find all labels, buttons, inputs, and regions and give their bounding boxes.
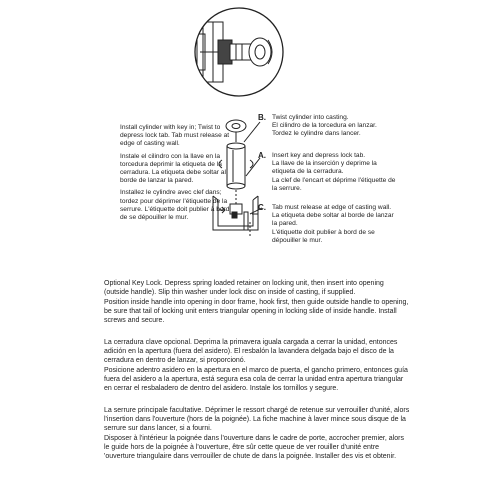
step-a-fr: La clef de l'encart et déprime l'étiquette de la serrure.	[272, 176, 396, 192]
es-paragraph-2: Posicione adentro asidero en la apertura en el marco de puerta, el gancho primero, entonces guía fuera del asidero a la apertura, está segura esa cola de cerrar la unidad entra apertura triangular en cerrar el resbaladero de dentro del asidero. Instale los tornillos y segure.	[104, 367, 408, 392]
fr-paragraph-2: Disposer à l'intérieur la poignée dans l'ouverture dans le cadre de porte, accrocher premier, alors le guide hors de la poignée à l'ouverture, être sûr cette queue de ver rouiller d'unité entre 'ouverture triangulaire dans verrouiller de chute de dans la poignée. Installer des vis et obtenir.	[104, 435, 404, 460]
step-c-es: La etiqueta debe soltar al borde de lanzar la pared.	[272, 212, 394, 228]
es-paragraph-1: La cerradura clave opcional. Deprima la primavera iguala cargada a cerrar la unidad, entonces adición en la apertura (fuera del asidero). El resbalón la lavandera delgada bajo el disco de la cerradura en dentro de lanzar, si proporcionó.	[104, 339, 398, 364]
left-instructions	[120, 124, 232, 222]
step-c	[258, 204, 398, 245]
left-instruction-fr: Installez le cylindre avec clef dans; tordez pour déprimer l'étiquette de la serrure. L'étiquette doit publier à bord de se dépouiller le mur.	[120, 189, 230, 222]
en-paragraph-2: Position inside handle into opening in door frame, hook first, then guide outside handle to opening, be sure that tail of locking unit enters triangular opening in locking slide of inside handle. Install screws and secure.	[104, 299, 409, 324]
step-c-fr: L'étiquette doit publier à bord de se dépouiller le mur.	[272, 228, 375, 244]
left-instruction-en: Install cylinder with key in; Twist to depress lock tab. Tab must release at edge of casting wall.	[120, 124, 230, 148]
step-a-es: La llave de la inserción y deprime la etiqueta de la cerradura.	[272, 160, 377, 176]
en-paragraph-1: Optional Key Lock. Depress spring loaded retainer on locking unit, then insert into opening (outside handle). Slip thin washer under lock disc on inside of casting, if supplied.	[104, 280, 384, 296]
step-b-letter: B.	[258, 113, 266, 122]
step-a	[258, 152, 398, 193]
step-b-fr: Tordez le cylindre dans lancer.	[272, 130, 361, 138]
cylinder-install-detail-drawing	[195, 8, 283, 96]
step-c-en: Tab must release at edge of casting wall.	[272, 204, 392, 211]
step-a-letter: A.	[258, 151, 266, 160]
left-instruction-es: Instale el cilindro con la llave en la torcedura deprimir la etiqueta de la cerradura. La etiqueta debe soltar al borde de lanzar la pared.	[120, 152, 226, 185]
step-b	[258, 114, 398, 139]
step-c-letter: C.	[258, 203, 266, 212]
step-a-en: Insert key and depress lock tab.	[272, 152, 366, 159]
step-b-es: El cilindro de la torcedura en lanzar.	[272, 122, 377, 130]
body-text	[104, 279, 410, 461]
step-b-en: Twist cylinder into casting.	[272, 114, 349, 121]
fr-paragraph-1: La serrure principale facultative. Déprimer le ressort chargé de retenue sur verrouiller d'unité, alors l'insertion dans l'ouverture (hors de la poignée). La fiche machine à laver mince sous disque de la serrure sur dans lancer, si a fourni.	[104, 407, 410, 432]
